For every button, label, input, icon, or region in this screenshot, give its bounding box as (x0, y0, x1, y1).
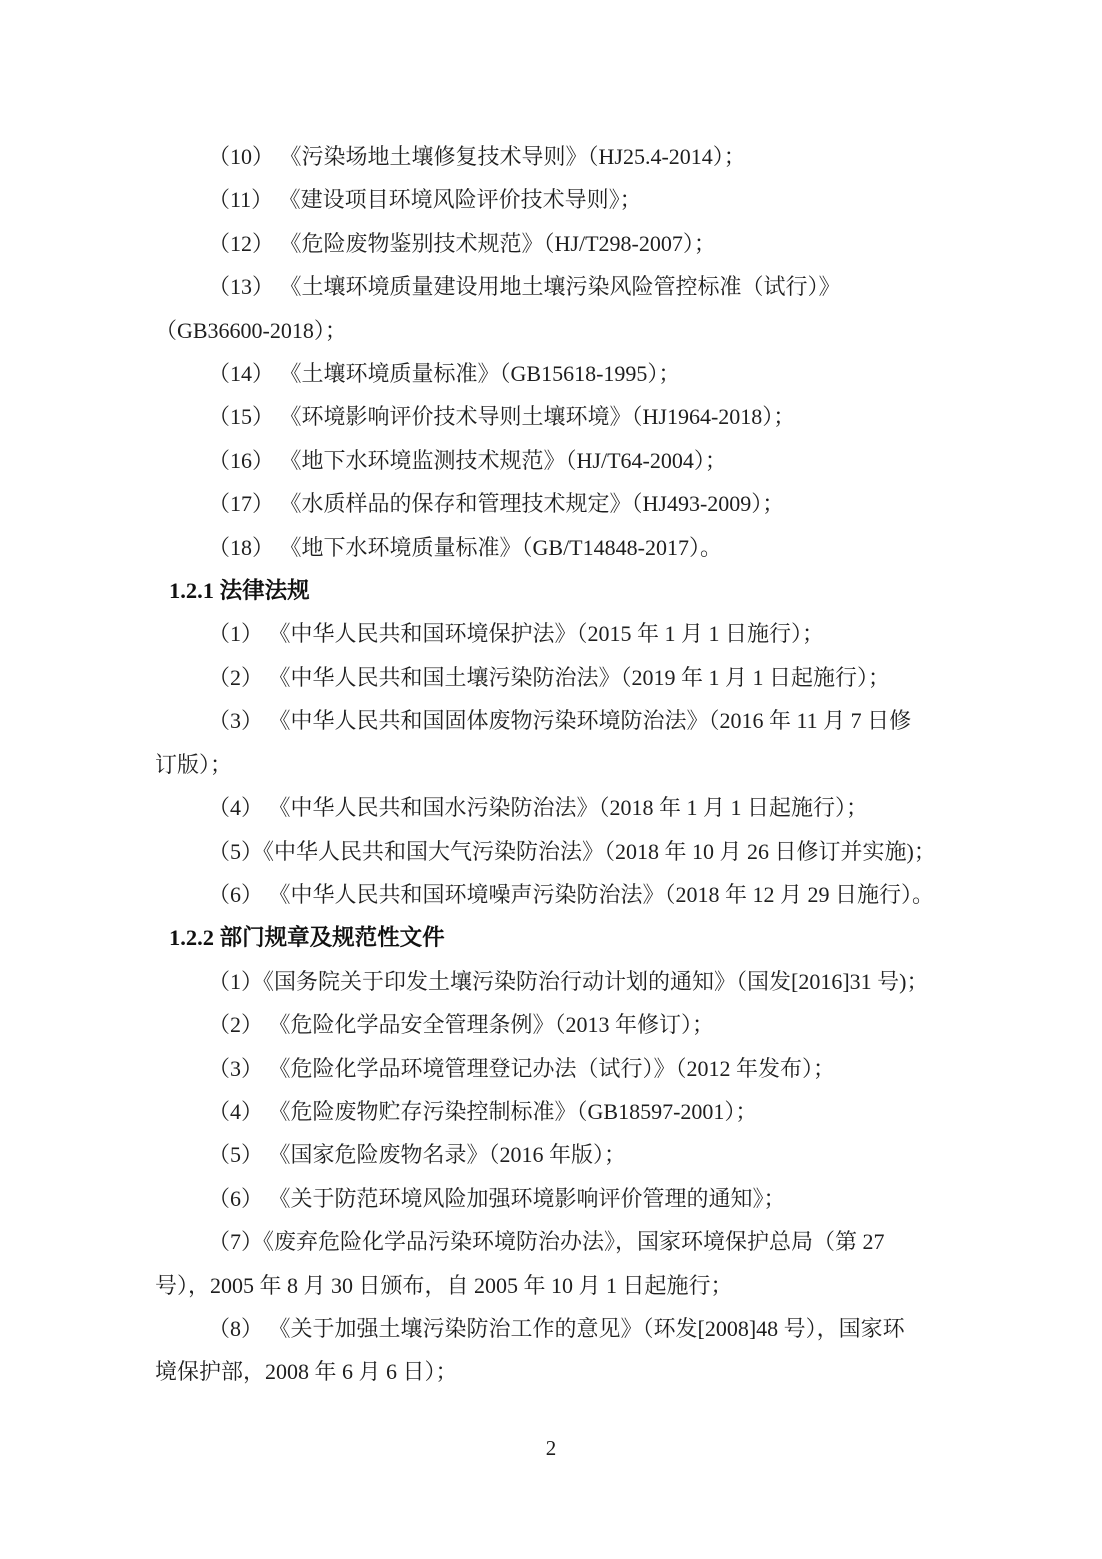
list-item-11 (155, 178, 940, 221)
text-line: （14） 《土壤环境质量标准》（GB15618-1995）； (208, 361, 681, 387)
text-line: （3） 《中华人民共和国固体废物污染环境防治法》（2016 年 11 月 7 日修 (208, 708, 912, 734)
text-line: （6） 《关于防范环境风险加强环境影响评价管理的通知》； (208, 1185, 786, 1211)
page-body-text (155, 135, 940, 1394)
list-item-10 (155, 135, 940, 178)
text-line: （10） 《污染场地土壤修复技术导则》（HJ25.4-2014）； (208, 144, 746, 169)
law-item-4 (155, 786, 940, 829)
list-item-12 (155, 222, 940, 265)
regulation-item-3 (155, 1047, 940, 1090)
text-line: （4） 《中华人民共和国水污染防治法》（2018 年 1 月 1 日起施行）； (208, 795, 869, 821)
text-line: （1）《国务院关于印发土壤污染防治行动计划的通知》（国发[2016]31 号)； (208, 968, 929, 994)
text-line: （16） 《地下水环境监测技术规范》（HJ/T64-2004）； (208, 447, 727, 473)
list-item-18 (155, 526, 940, 569)
text-line: （2） 《危险化学品安全管理条例》（2013 年修订）； (208, 1012, 715, 1038)
text-line: （13） 《土壤环境质量建设用地土壤污染风险管控标准（试行）》 (208, 274, 841, 300)
regulation-item-7 (155, 1220, 940, 1307)
text-line: （15） 《环境影响评价技术导则土壤环境》（HJ1964-2018）； (208, 404, 796, 430)
law-item-3 (155, 699, 940, 786)
list-item-14 (155, 352, 940, 395)
regulation-item-5 (155, 1133, 940, 1176)
regulation-item-6 (155, 1177, 940, 1220)
text-line: 境保护部，2008 年 6 月 6 日）； (155, 1359, 458, 1385)
text-line: （2） 《中华人民共和国土壤污染防治法》（2019 年 1 月 1 日起施行）； (208, 664, 891, 690)
section-heading-1-2-1: 1.2.1 法律法规 (169, 578, 310, 604)
law-item-2 (155, 656, 940, 699)
text-line: （12） 《危险废物鉴别技术规范》（HJ/T298-2007）； (208, 230, 716, 256)
regulation-item-1 (155, 960, 940, 1003)
text-line: （6） 《中华人民共和国环境噪声污染防治法》（2018 年 12 月 29 日施行）。 (208, 881, 935, 907)
text-line: （8） 《关于加强土壤污染防治工作的意见》（环发[2008]48 号），国家环 (208, 1315, 905, 1341)
text-line: （18） 《地下水环境质量标准》（GB/T14848-2017）。 (208, 534, 722, 560)
text-line: （4） 《危险废物贮存污染控制标准》（GB18597-2001）； (208, 1098, 758, 1124)
text-line: （3） 《危险化学品环境管理登记办法（试行）》（2012 年发布）； (208, 1055, 836, 1081)
regulation-item-4 (155, 1090, 940, 1133)
text-line: （GB36600-2018）； (155, 317, 347, 343)
text-line: （5） 《国家危险废物名录》（2016 年版）； (208, 1142, 627, 1168)
list-item-17 (155, 482, 940, 525)
law-item-5 (155, 830, 940, 873)
list-item-16 (155, 439, 940, 482)
text-line: （11） 《建设项目环境风险评价技术导则》； (208, 187, 642, 213)
law-item-6 (155, 873, 940, 916)
text-line: （1） 《中华人民共和国环境保护法》（2015 年 1 月 1 日施行）； (208, 621, 825, 647)
page-number: 2 (545, 1436, 557, 1460)
text-line: 号），2005 年 8 月 30 日颁布，自 2005 年 10 月 1 日起施行； (155, 1272, 733, 1298)
law-item-1 (155, 612, 940, 655)
list-item-15 (155, 395, 940, 438)
section-heading-1-2-2: 1.2.2 部门规章及规范性文件 (169, 925, 445, 951)
regulation-item-2 (155, 1003, 940, 1046)
text-line: （17） 《水质样品的保存和管理技术规定》（HJ493-2009）； (208, 491, 785, 517)
text-line: （7）《废弃危险化学品污染环境防治办法》，国家环境保护总局（第 27 (208, 1229, 885, 1255)
text-line: 订版）； (155, 751, 233, 777)
text-line: （5）《中华人民共和国大气污染防治法》（2018 年 10 月 26 日修订并实施)； (208, 838, 936, 864)
list-item-13 (155, 265, 940, 352)
regulation-item-8 (155, 1307, 940, 1394)
